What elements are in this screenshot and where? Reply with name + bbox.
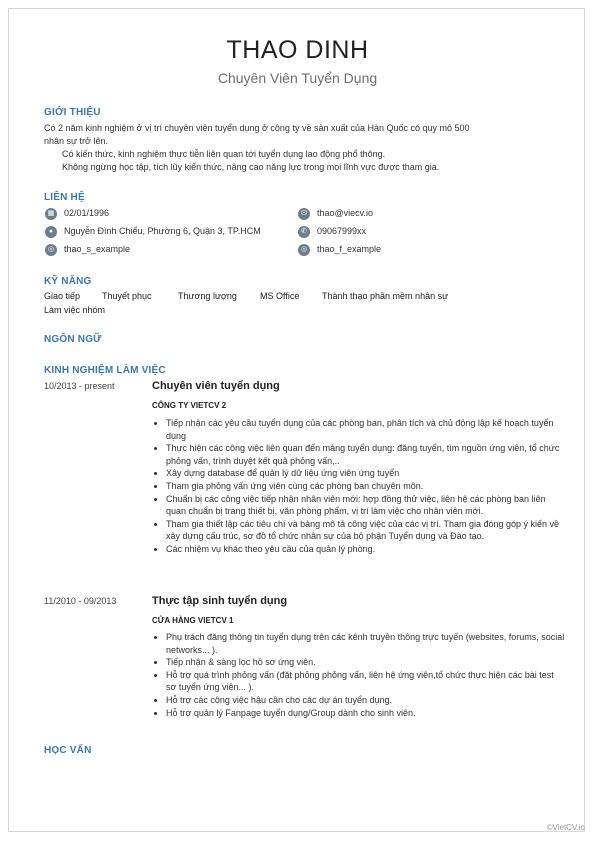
list-item: • Các nhiệm vụ khác theo yêu cầu của quản lý phòng. — [166, 543, 566, 556]
list-item: • Hỗ trợ quản lý Fanpage tuyển dụng/Group dành cho sinh viên. — [166, 707, 566, 720]
skill-item: Thuyết phục — [102, 291, 152, 301]
phone-icon: ✆ — [298, 226, 310, 238]
watermark: ©VietCV.io — [546, 823, 585, 832]
contact-birthday: 02/01/1996 — [64, 208, 110, 218]
contact-phone: 09067999xx — [317, 226, 367, 236]
experience-bullets — [152, 417, 566, 556]
section-title-education: HỌC VẤN — [44, 745, 92, 756]
candidate-name: THAO DINH — [226, 36, 369, 64]
intro-line: Có kiến thức, kinh nghiệm thực tiễn liên quan tới tuyển dụng lao động phổ thông. — [62, 149, 386, 159]
skill-item: Thương lượng — [178, 291, 237, 301]
experience-position: Thực tập sinh tuyển dụng — [152, 595, 288, 607]
skill-item: Làm việc nhóm — [44, 305, 106, 315]
section-title-skills: KỸ NĂNG — [44, 276, 92, 287]
globe-icon: ◎ — [45, 244, 57, 256]
section-title-experience: KINH NGHIỆM LÀM VIỆC — [44, 365, 166, 376]
contact-social-2: thao_f_example — [317, 244, 382, 254]
contact-address: Nguyễn Đình Chiểu, Phường 6, Quận 3, TP.HCM — [64, 226, 261, 236]
intro-line: Không ngừng học tập, tích lũy kiến thức, nâng cao năng lực trong mọi lĩnh vực được tham gia. — [62, 162, 440, 172]
list-item: • Thực hiện các công việc liên quan đến mảng tuyển dụng: đăng tuyển, tìm nguồn ứng viên, tổ chức phỏng vấn, trình duyệt kết quả phỏng vấn,.. — [166, 442, 566, 467]
mail-icon: ✉ — [298, 208, 310, 220]
section-title-intro: GIỚI THIỆU — [44, 107, 101, 118]
intro-line: nhân sự trở lên. — [44, 136, 108, 146]
list-item: • Hỗ trợ các công việc hậu cần cho các dự án tuyển dụng. — [166, 694, 566, 707]
skill-item: Giao tiếp — [44, 291, 81, 301]
intro-line: Có 2 năm kinh nghiệm ở vị trí chuyên viên tuyển dụng ở công ty về sản xuất của Hàn Quốc có quy mô 500 — [44, 123, 470, 133]
experience-bullets — [152, 631, 566, 719]
experience-company: CỬA HÀNG VIETCV 1 — [152, 616, 234, 625]
section-title-contact: LIÊN HỆ — [44, 192, 85, 203]
list-item: • Tiếp nhận các yêu cầu tuyển dụng của các phòng ban, phân tích và chủ động lập kế hoạch tuyển dụng — [166, 417, 566, 442]
experience-company: CÔNG TY VIETCV 2 — [152, 401, 227, 410]
job-title: Chuyên Viên Tuyển Dụng — [217, 70, 378, 86]
contact-email: thao@viecv.io — [317, 208, 373, 218]
section-title-languages: NGÔN NGỮ — [44, 334, 102, 345]
list-item: • Chuẩn bị các công việc tiếp nhận nhân viên mới: hợp đồng thử việc, liên hệ các phòng ban liên quan chuẩn bị trang thiết bị, văn phòng phẩm, vị trí làm việc cho nhân viên mới. — [166, 493, 566, 518]
contact-social-1: thao_s_example — [64, 244, 131, 254]
experience-position: Chuyên viên tuyển dụng — [152, 380, 280, 392]
experience-date: 10/2013 - present — [44, 381, 115, 391]
list-item: • Hỗ trợ quá trình phỏng vấn (đặt phỏng phỏng vấn, liên hệ ứng viên,tổ chức thực hiện các bài test sơ tuyển ứng viên... ). — [166, 669, 566, 694]
globe-icon: ◎ — [298, 244, 310, 256]
list-item: • Tham gia phỏng vấn ứng viên cùng các phòng ban chuyên môn. — [166, 480, 566, 493]
skill-item: MS Office — [260, 291, 300, 301]
skill-item: Thành thạo phần mềm nhân sự — [322, 291, 449, 301]
location-icon: ● — [45, 226, 57, 238]
list-item: • Tham gia thiết lập các tiêu chí và bảng mô tả công việc của các vị trí. Tham gia đóng góp ý kiến về xây dựng cấu trúc, sơ đồ tổ chức nhân sự của bộ phận Tuyển dụng và Đào tạo. — [166, 518, 566, 543]
list-item: • Xây dựng database để quản lý dữ liệu ứng viên ứng tuyển — [166, 467, 566, 480]
calendar-icon: ▦ — [45, 208, 57, 220]
list-item: • Phụ trách đăng thông tin tuyển dụng trên các kênh truyền thông trực tuyến (websites, forums, social networks... ). — [166, 631, 566, 656]
list-item: • Tiếp nhận & sàng lọc hồ sơ ứng viên. — [166, 656, 566, 669]
experience-date: 11/2010 - 09/2013 — [44, 596, 117, 606]
